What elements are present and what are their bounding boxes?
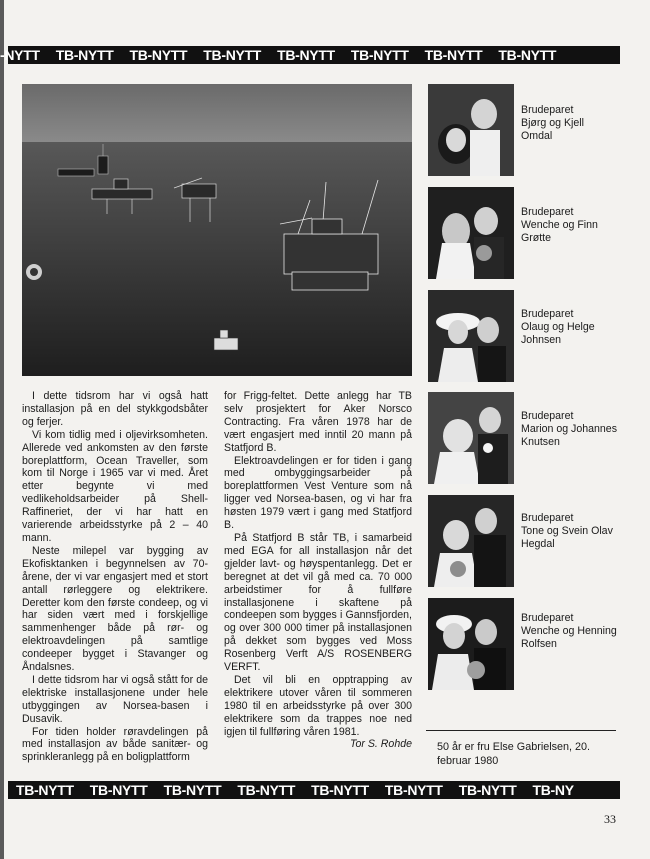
- banner-text: TB-NYTT: [498, 47, 557, 63]
- banner-top: [0, 46, 620, 64]
- paragraph: I dette tidsrom har vi også stått for de elektriske installasjonene under hele utbyggingen av Norsea-basen i Dusavik.: [22, 673, 208, 725]
- banner-text: TB-NYTT: [55, 47, 114, 63]
- wedding-photo: [428, 392, 514, 484]
- banner-text: TB-NYTT: [311, 782, 369, 798]
- paragraph: Det vil bli en opptrapping av elektrikere utover våren til sommeren 1980 til en arbeidsstyrke på over 300 elektrikere som da trappes noe ned igjen til fullføring våren 1981.: [224, 673, 412, 738]
- banner-text: TB-NYTT: [203, 47, 262, 63]
- banner-text: TB-NYTT: [129, 47, 188, 63]
- wedding-photo: [428, 598, 514, 690]
- banner-text: TB-NYTT: [89, 782, 148, 798]
- banner-text: TB-NYTT: [237, 782, 296, 798]
- article-column-1: [22, 390, 208, 764]
- paragraph: Elektroavdelingen er for tiden i gang med ombyggingsarbeider på boreplattformen Vest Venture som nå ligger ved Norsea-basen, og vi har fra høsten 1979 vært i gang med Statfjord B.: [224, 454, 412, 532]
- banner-text: TB-NYTT: [163, 782, 222, 798]
- banner-text: TB-NYTT: [16, 782, 74, 798]
- paragraph: For tiden holder røravdelingen på med installasjon av både sanitær- og sprinkleranlegg på en boligplattform: [22, 725, 208, 764]
- banner-text: TB-NYTT: [458, 782, 517, 798]
- banner-text: TB-NYTT: [277, 47, 335, 63]
- banner-text: -NYTT: [0, 47, 40, 63]
- paragraph: Neste milepel var bygging av Ekofisktanken i begynnelsen av 70-årene, der vi var engasjert med et stort antall rørleggere og elektrikere. Deretter kom den første condeep, og vi har siden vært med i forskjellige sammenhenger både på rør- og elektroavdelingen på samtlige condeeper bygget i Stavanger og Åndalsnes.: [22, 544, 208, 674]
- paragraph: Vi kom tidlig med i oljevirksomheten. Allerede ved ankomsten av den første boreplattform, Ocean Traveller, som kom til Norge i 1965 var vi med. Året etter begynte vi med vedlikeholdsarbeider på Shell-Raffineriet, der vi har hatt en varierende arbeidsstyrke på 2 – 40 mann.: [22, 428, 208, 544]
- paragraph: I dette tidsrom har vi også hatt installasjon på en del stykkgodsbåter og ferjer.: [22, 390, 208, 428]
- paragraph: På Statfjord B står TB, i samarbeid med EGA for all installasjon når det gjelder lavt- og høyspentanlegg. Det er beregnet at det vil gå med ca. 70 000 arbeidstimer for å fullføre installasjonene i skaftene på condeepen som bygges i Gannsfjorden, og over 300 000 timer på installasjonen på dekket som bygges ved Moss Rosenberg Verft A/S ROSENBERG VERFT.: [224, 531, 412, 674]
- article-column-2: [224, 390, 412, 751]
- wedding-caption: Brudeparet Olaug og Helge Johnsen: [521, 308, 595, 346]
- banner-text: TB-NYTT: [424, 47, 483, 63]
- banner-text: TB-NYTT: [350, 47, 409, 63]
- wedding-caption: Brudeparet Wenche og Finn Grøtte: [521, 206, 598, 244]
- banner-text: TB-NY: [532, 782, 574, 798]
- wedding-caption: Brudeparet Bjørg og Kjell Omdal: [521, 104, 584, 142]
- article-signature: Tor S. Rohde: [349, 738, 412, 751]
- divider: [426, 730, 616, 731]
- wedding-photo: [428, 84, 514, 176]
- page-binding-edge: [0, 0, 4, 859]
- banner-text: TB-NYTT: [384, 782, 443, 798]
- banner-bottom: [8, 781, 620, 799]
- page-number: 33: [604, 812, 616, 826]
- paragraph: for Frigg-feltet. Dette anlegg har TB selv prosjektert for Aker Norsco Contracting. Fra våren 1978 har de vært engasjert med inntil 20 mann på Statfjord B.: [224, 390, 412, 454]
- birthday-note: 50 år er fru Else Gabrielsen, 20. februar 1980: [437, 741, 591, 767]
- wedding-caption: Brudeparet Wenche og Henning Rolfsen: [521, 612, 617, 650]
- offshore-platforms-photo: [22, 84, 412, 376]
- wedding-caption: Brudeparet Tone og Svein Olav Hegdal: [521, 512, 613, 550]
- wedding-photo: [428, 290, 514, 382]
- wedding-photo: [428, 187, 514, 279]
- wedding-photo: [428, 495, 514, 587]
- wedding-caption: Brudeparet Marion og Johannes Knutsen: [521, 410, 617, 448]
